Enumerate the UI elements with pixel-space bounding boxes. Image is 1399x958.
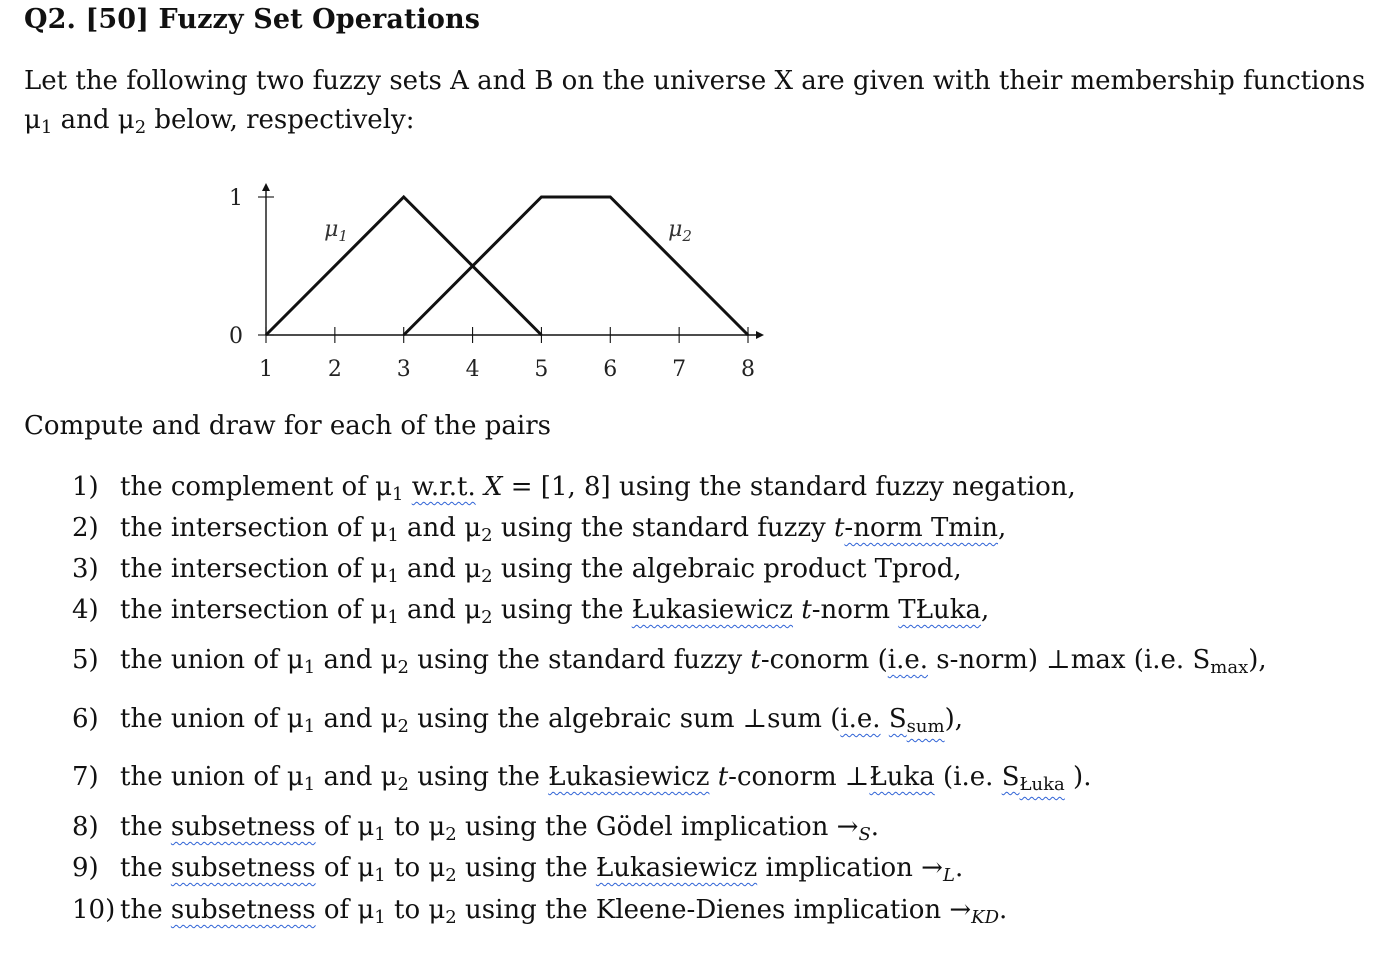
task-text: -norm Tmin xyxy=(844,513,999,543)
task-text: the xyxy=(120,853,171,883)
task-text: the intersection of μ xyxy=(120,595,388,625)
intro-paragraph: Let the following two fuzzy sets A and B on the universe X are given with their membership functions $\mu_1$ and $\mu_2$ below, respectively: xyxy=(24,66,1366,138)
task-text: the union of μ xyxy=(120,704,304,734)
task-text: (i.e. xyxy=(934,762,1002,792)
task-text: Łukasiewicz xyxy=(595,853,758,883)
compute-instruction: Compute and draw for each of the pairs xyxy=(24,411,551,441)
question-title: Fuzzy Set Operations xyxy=(158,4,481,35)
task-text: 1 xyxy=(374,907,386,928)
task-text: = [1, 8] using the standard fuzzy negation, xyxy=(502,472,1076,502)
task-text: the complement of μ xyxy=(120,472,392,502)
x-tick-label: 5 xyxy=(534,357,549,382)
series-label-subscript: 2 xyxy=(682,227,692,245)
task-text: 2) xyxy=(72,513,99,543)
task-text: 5) xyxy=(72,645,99,675)
task-text: subsetness xyxy=(170,812,316,842)
task-text: using the algebraic sum ⊥sum ( xyxy=(409,704,841,734)
task-text: and μ xyxy=(398,554,482,584)
task-text: and μ xyxy=(315,645,398,675)
task-text: 2 xyxy=(445,907,457,928)
task-text: 1 xyxy=(374,824,386,845)
task-text: of μ xyxy=(315,853,375,883)
task-text: , xyxy=(981,595,990,625)
task-text: 1) xyxy=(72,472,99,502)
question-number: Q2. xyxy=(24,4,77,35)
question-points: [50] xyxy=(85,4,150,35)
task-text: implication → xyxy=(757,853,943,883)
task-text: of μ xyxy=(315,895,375,925)
task-text: t xyxy=(750,645,761,675)
x-tick-label: 1 xyxy=(259,357,273,382)
task-text: the intersection of μ xyxy=(120,513,388,543)
task-text: and μ xyxy=(398,595,482,625)
task-text: 4) xyxy=(72,595,99,625)
task-text: Łuka xyxy=(869,762,935,792)
task-text: S xyxy=(858,824,871,845)
task-text: TŁuka xyxy=(898,595,982,625)
x-tick-label: 4 xyxy=(465,357,480,382)
task-text: w.r.t. xyxy=(411,472,476,502)
task-text: 1 xyxy=(387,566,399,587)
task-text: the union of μ xyxy=(120,645,304,675)
task-text: 1 xyxy=(387,607,399,628)
task-text: . xyxy=(954,853,964,883)
task-text: the intersection of μ xyxy=(120,554,388,584)
task-text: 8) xyxy=(72,812,99,842)
task-text: 7) xyxy=(72,762,99,792)
task-text: subsetness xyxy=(170,895,316,925)
task-text: the union of μ xyxy=(120,762,304,792)
task-text: using the xyxy=(456,853,596,883)
task-text: 2 xyxy=(481,607,493,628)
x-tick-label: 7 xyxy=(672,357,687,382)
task-text: 2 xyxy=(481,566,493,587)
task-text: s-norm) ⊥max (i.e. S xyxy=(927,645,1211,675)
task-text: t xyxy=(801,595,812,625)
task-text: i.e. xyxy=(887,645,928,675)
series-label: $\mu_1$ xyxy=(324,217,348,245)
task-text: subsetness xyxy=(170,853,316,883)
task-text: , xyxy=(998,513,1007,543)
series-label-subscript: 1 xyxy=(338,227,348,245)
task-text: Łukasiewicz xyxy=(548,762,710,792)
task-text: S xyxy=(1001,762,1020,792)
task-text: using the Gödel implication → xyxy=(456,812,859,842)
x-tick-label: 3 xyxy=(396,357,411,382)
task-text: L xyxy=(942,865,955,886)
task-text: -norm xyxy=(811,595,899,625)
task-text: 2 xyxy=(397,774,409,795)
task-text: 1 xyxy=(303,774,316,795)
task-text: 1 xyxy=(374,865,386,886)
task-text: 2 xyxy=(445,865,457,886)
series-label: $\mu_2$ xyxy=(668,217,692,245)
task-text: using the xyxy=(492,595,632,625)
task-text: and μ xyxy=(315,704,398,734)
y-tick-label: 0 xyxy=(229,324,243,349)
task-text: the xyxy=(120,895,171,925)
task-text: KD xyxy=(971,907,1000,928)
task-text: 1 xyxy=(392,484,404,505)
y-tick-label: 1 xyxy=(229,186,243,211)
task-text: 9) xyxy=(72,853,99,883)
task-text: to μ xyxy=(385,853,446,883)
task-text: ). xyxy=(1064,762,1092,792)
task-text: 1 xyxy=(303,657,316,678)
task-text: 2 xyxy=(397,657,409,678)
x-axis-arrowhead xyxy=(756,331,764,339)
task-text: Łukasiewicz xyxy=(631,595,794,625)
task-text: and μ xyxy=(315,762,398,792)
task-text: 2 xyxy=(445,824,457,845)
task-text: t xyxy=(833,513,845,543)
task-text: t xyxy=(717,762,729,792)
task-text: -conorm ( xyxy=(760,645,888,675)
task-text: to μ xyxy=(385,812,446,842)
x-tick-label: 8 xyxy=(741,357,755,382)
task-text: S xyxy=(888,704,907,734)
task-text: 1 xyxy=(387,525,399,546)
series-line-mu2 xyxy=(404,197,748,335)
task-text: 2 xyxy=(397,716,409,737)
task-text: using the standard fuzzy xyxy=(409,645,751,675)
x-tick-label: 2 xyxy=(327,357,342,382)
task-text: using the standard fuzzy xyxy=(492,513,834,543)
task-text: ), xyxy=(1248,645,1267,675)
x-tick-label: 6 xyxy=(603,357,618,382)
series-line-mu1 xyxy=(266,197,541,335)
task-text: of μ xyxy=(315,812,375,842)
task-text: and μ xyxy=(398,513,482,543)
task-text: 6) xyxy=(72,704,99,734)
task-text: i.e. xyxy=(840,704,881,734)
task-text: 2 xyxy=(481,525,493,546)
task-text: X xyxy=(483,472,503,502)
task-text: 1 xyxy=(303,716,316,737)
task-text: 10) xyxy=(72,895,116,925)
task-text: . xyxy=(999,895,1008,925)
task-text: sum xyxy=(906,716,945,737)
task-text: . xyxy=(870,812,880,842)
task-text: -conorm ⊥ xyxy=(728,762,870,792)
task-text: using the xyxy=(409,762,549,792)
task-text: max xyxy=(1210,657,1249,678)
task-text: to μ xyxy=(385,895,446,925)
task-text: the xyxy=(120,812,171,842)
y-axis-arrowhead xyxy=(262,183,270,191)
task-text: using the Kleene-Dienes implication → xyxy=(456,895,972,925)
task-text: Łuka xyxy=(1019,774,1065,795)
task-text: ), xyxy=(944,704,963,734)
task-text: 3) xyxy=(72,554,99,584)
task-text: using the algebraic product Tprod, xyxy=(492,554,962,584)
